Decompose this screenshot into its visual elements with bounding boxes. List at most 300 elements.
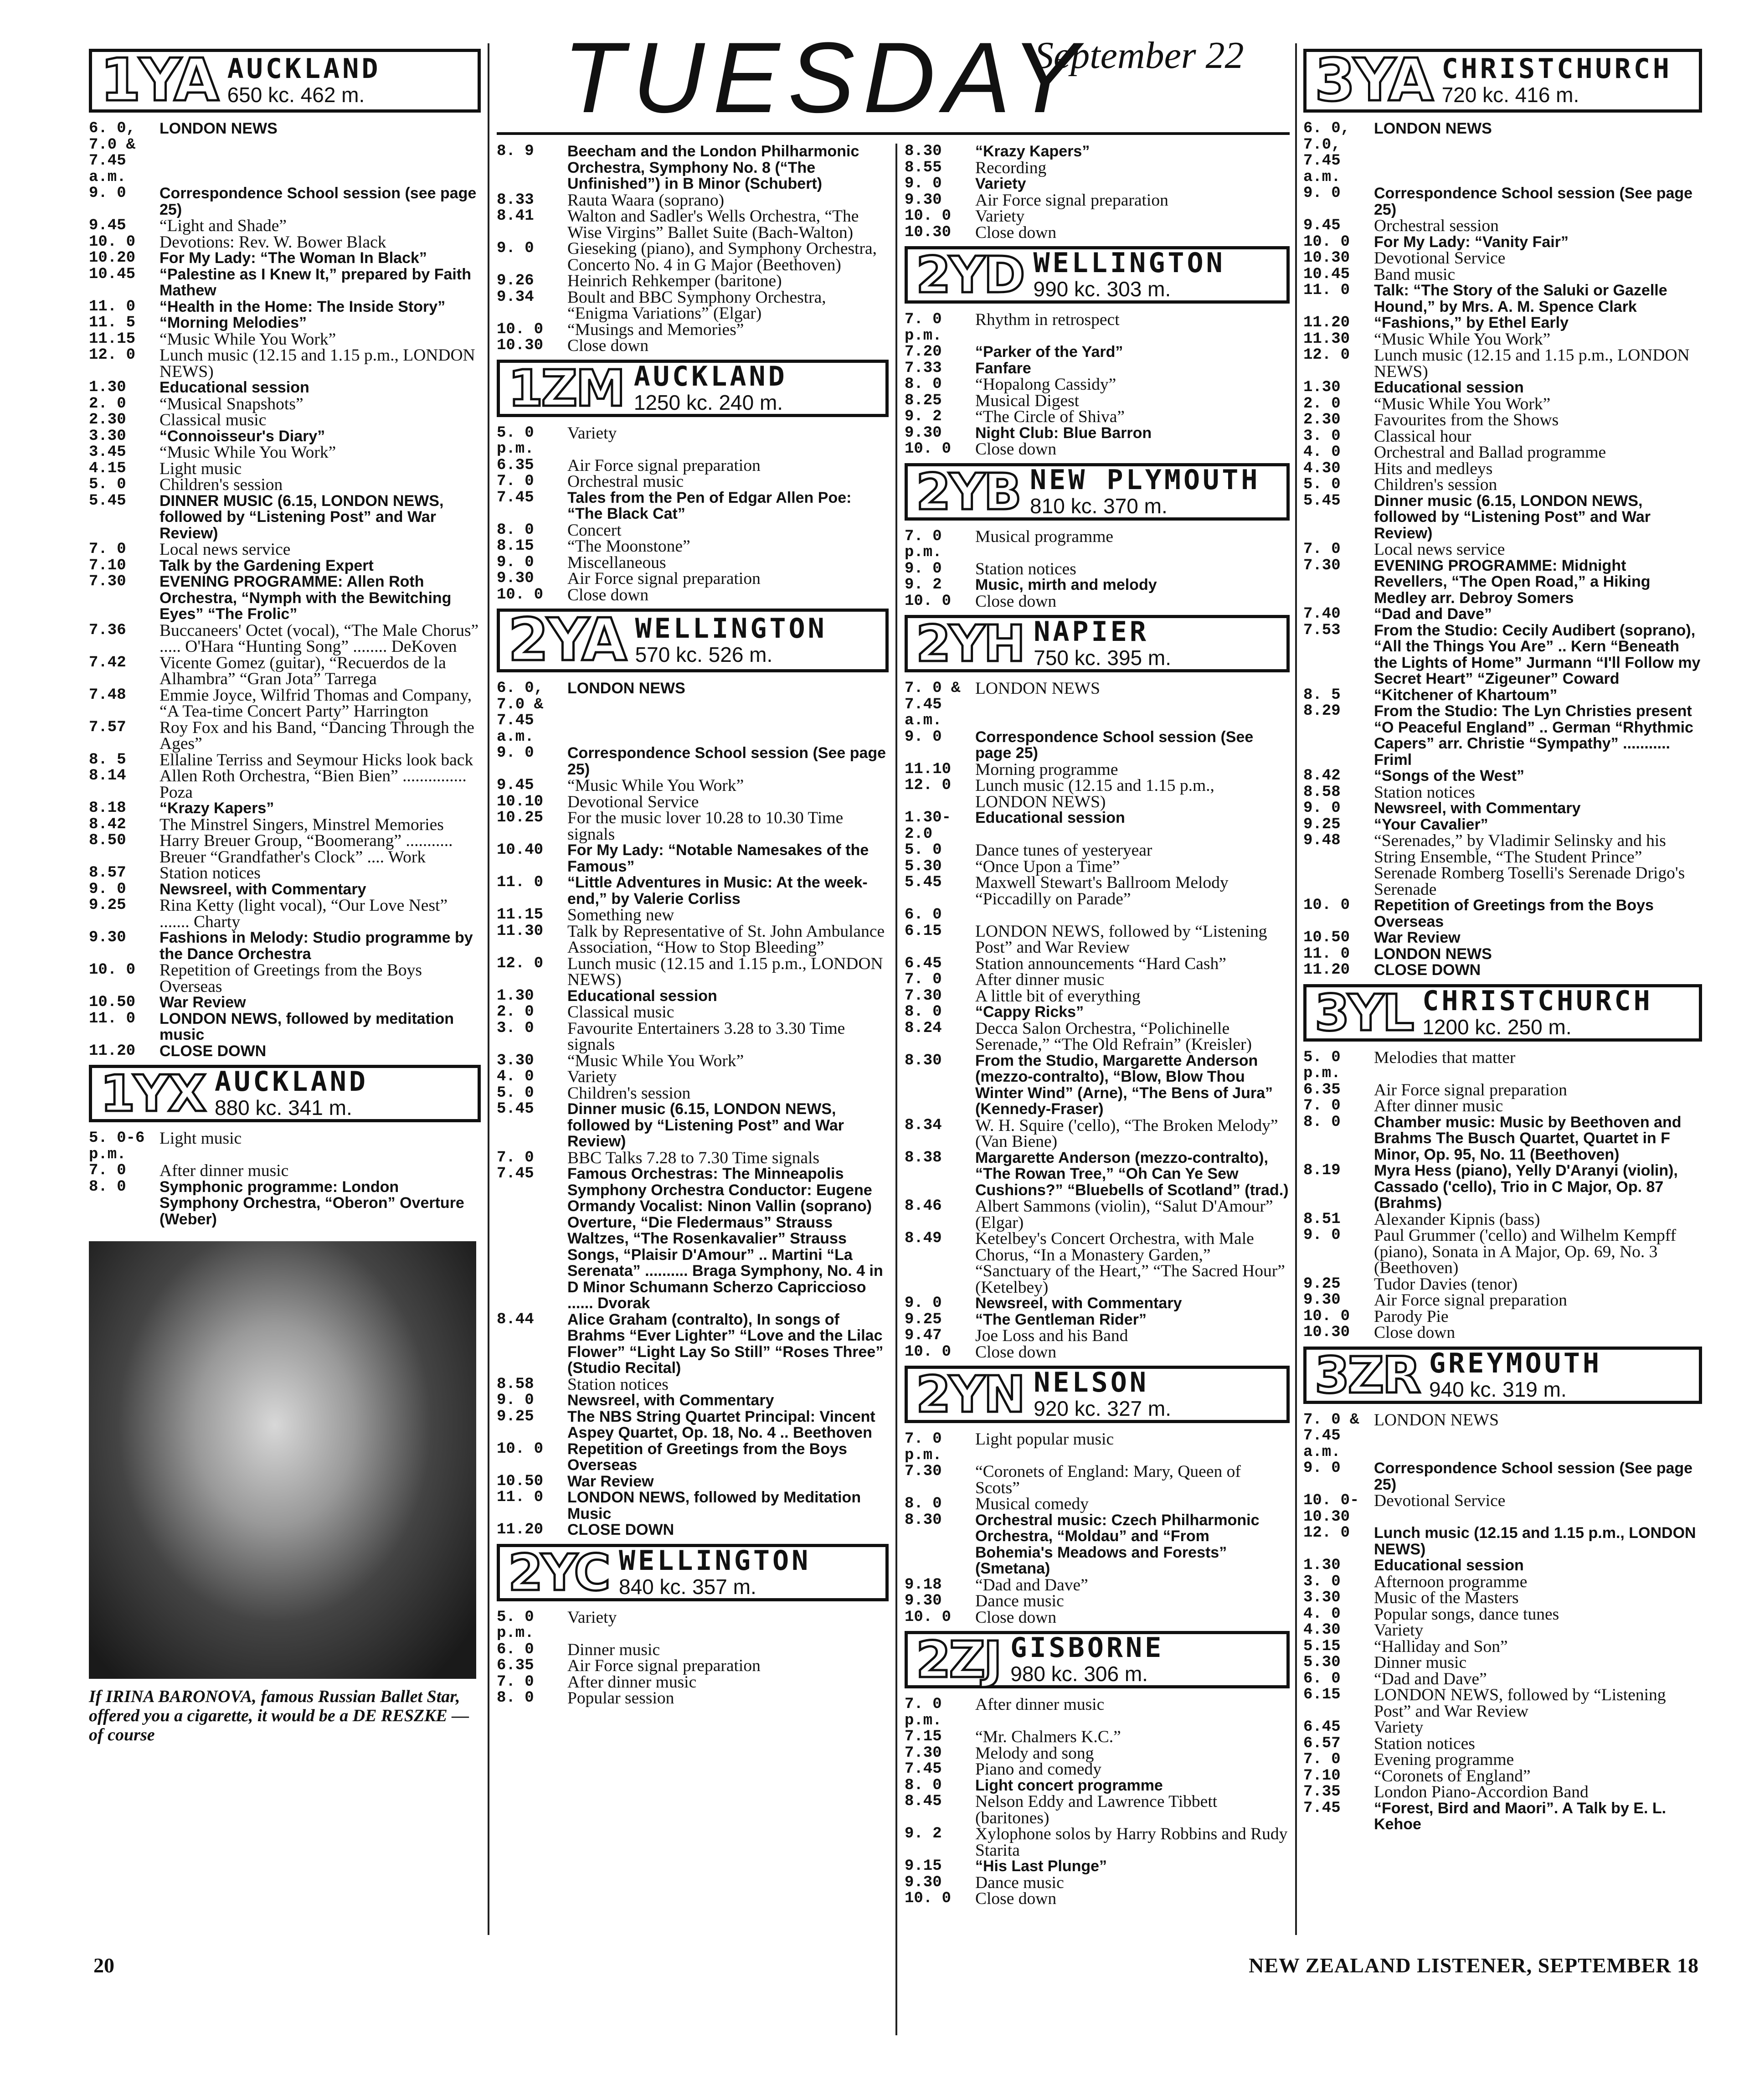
program-entry xyxy=(89,396,481,413)
station-logo: 3YA xyxy=(1315,46,1432,114)
program-description: For the music lover 10.28 to 10.30 Time signals xyxy=(567,809,844,844)
program-time: 2. 0 xyxy=(89,395,126,413)
program-description: Talk by the Gardening Expert xyxy=(159,557,374,574)
program-description: “Music While You Work” xyxy=(159,330,336,349)
program-list xyxy=(497,681,889,1538)
program-entry xyxy=(89,299,481,315)
program-entry xyxy=(905,425,1290,442)
program-description: LONDON NEWS xyxy=(975,679,1100,698)
program-entry xyxy=(905,1858,1290,1875)
program-description: Talk: “The Story of the Saluki or Gazelle Hound,” by Mrs. A. M. Spence Clark xyxy=(1374,282,1667,315)
program-time: 10. 0 xyxy=(905,1343,952,1361)
program-description: Educational session xyxy=(159,379,309,396)
program-entry xyxy=(89,655,481,687)
program-time: 9.25 xyxy=(1303,815,1341,833)
program-description: “Coronets of England” xyxy=(1374,1766,1531,1785)
program-entry xyxy=(497,144,889,192)
program-description: After dinner music xyxy=(567,1672,697,1692)
program-time: 8.30 xyxy=(905,1052,942,1069)
program-description: LONDON NEWS, followed by meditation music xyxy=(159,1010,454,1043)
station-logo: 1YX xyxy=(100,1064,205,1123)
program-entry xyxy=(497,538,889,555)
program-time: 11. 0 xyxy=(497,874,544,891)
program-time: 9. 0 xyxy=(1303,185,1341,202)
program-description: Ketelbey's Concert Orchestra, with Male Chorus, “In a Monastery Garden,” “Sanctuary of the Heart,” “The Sacred Hour” (Ketelbey) xyxy=(975,1229,1285,1297)
program-time: 6.45 xyxy=(905,955,942,972)
program-time: 9. 0 xyxy=(1303,1460,1341,1477)
program-entry xyxy=(905,972,1290,988)
program-entry xyxy=(905,1697,1290,1729)
program-entry xyxy=(89,865,481,882)
program-time: 5. 0 xyxy=(89,476,126,493)
program-list xyxy=(905,144,1290,241)
program-time: 9. 0 xyxy=(497,1392,534,1409)
program-time: 2.30 xyxy=(1303,411,1341,428)
program-time: 7.48 xyxy=(89,686,126,704)
program-time: 1.30 xyxy=(1303,1557,1341,1574)
column-2 xyxy=(497,144,889,1707)
program-description: Concert xyxy=(567,521,622,540)
program-time: 8. 9 xyxy=(497,143,534,160)
program-entry xyxy=(1303,428,1702,445)
program-entry xyxy=(89,186,481,218)
program-time: 3. 0 xyxy=(497,1019,534,1037)
program-time: 11. 5 xyxy=(89,314,136,331)
program-description: Dance music xyxy=(975,1873,1064,1892)
program-description: LONDON NEWS xyxy=(1374,1410,1499,1429)
program-entry xyxy=(905,1794,1290,1826)
program-description: Xylophone solos by Harry Robbins and Rudy Starita xyxy=(975,1825,1288,1860)
program-entry xyxy=(1303,380,1702,396)
program-description: Albert Sammons (violin), “Salut D'Amour” (Elgar) xyxy=(975,1197,1273,1232)
program-entry xyxy=(89,315,481,331)
program-entry xyxy=(1303,1114,1702,1163)
program-entry xyxy=(1303,477,1702,493)
program-description: Boult and BBC Symphony Orchestra, “Enigma Variations” (Elgar) xyxy=(567,288,826,323)
station-header-2zj xyxy=(905,1631,1290,1688)
station-frequency: 750 kc. 395 m. xyxy=(1034,646,1171,670)
program-entry xyxy=(1303,347,1702,380)
program-entry xyxy=(1303,623,1702,687)
program-entry xyxy=(497,425,889,458)
program-time: 10. 0 xyxy=(1303,233,1350,251)
program-entry xyxy=(1303,412,1702,428)
program-entry xyxy=(497,474,889,490)
program-description: “Mr. Chalmers K.C.” xyxy=(975,1728,1121,1746)
program-time: 7.42 xyxy=(89,654,126,671)
program-description: CLOSE DOWN xyxy=(567,1521,674,1538)
program-time: 8.58 xyxy=(497,1375,534,1393)
program-entry xyxy=(497,1393,889,1409)
program-entry xyxy=(905,1891,1290,1907)
program-description: Tudor Davies (tenor) xyxy=(1374,1274,1518,1294)
program-description: “Halliday and Son” xyxy=(1374,1637,1508,1656)
program-time: 6.35 xyxy=(1303,1081,1341,1099)
station-frequency: 940 kc. 319 m. xyxy=(1429,1377,1567,1401)
program-time: 1.30-2.0 xyxy=(905,809,952,843)
program-list xyxy=(497,144,889,354)
program-entry xyxy=(89,752,481,769)
program-time: 6.15 xyxy=(905,922,942,940)
program-time: 7.45 xyxy=(497,489,534,506)
program-entry xyxy=(1303,315,1702,331)
program-time: 8. 0 xyxy=(905,1003,942,1021)
program-entry xyxy=(905,1610,1290,1626)
program-description: Educational session xyxy=(975,809,1125,826)
program-entry xyxy=(89,412,481,428)
program-entry xyxy=(1303,1752,1702,1768)
program-time: 3.30 xyxy=(1303,1589,1341,1606)
station-frequency: 990 kc. 303 m. xyxy=(1033,277,1171,301)
station-logo: 3YL xyxy=(1315,983,1413,1042)
program-entry xyxy=(905,344,1290,361)
program-description: Melody and song xyxy=(975,1744,1094,1763)
program-entry xyxy=(497,490,889,522)
program-time: 8.42 xyxy=(1303,767,1341,784)
program-entry xyxy=(497,1474,889,1490)
program-description: Dinner music (6.15, LONDON NEWS, followed by “Listening Post” and War Review) xyxy=(567,1100,844,1150)
page-date: September 22 xyxy=(1034,34,1244,77)
program-time: 5. 0 p.m. xyxy=(1303,1048,1341,1082)
program-entry xyxy=(497,1150,889,1166)
program-time: 7. 0 & 7.45 a.m. xyxy=(1303,1411,1359,1461)
program-entry xyxy=(1303,930,1702,946)
program-description: Educational session xyxy=(1374,1557,1524,1574)
program-entry xyxy=(1303,898,1702,930)
program-time: 8. 0 xyxy=(1303,1113,1341,1131)
program-time: 7. 0 xyxy=(1303,1097,1341,1114)
program-entry xyxy=(1303,1622,1702,1639)
program-entry xyxy=(497,338,889,354)
program-time: 8.25 xyxy=(905,392,942,409)
program-entry xyxy=(905,1295,1290,1312)
program-entry xyxy=(89,477,481,493)
program-entry xyxy=(1303,1655,1702,1671)
program-time: 8.42 xyxy=(89,815,126,833)
program-entry xyxy=(1303,331,1702,348)
program-description: Close down xyxy=(975,1889,1057,1908)
program-description: “Your Cavalier” xyxy=(1374,815,1488,833)
program-entry xyxy=(89,800,481,817)
program-entry xyxy=(497,1312,889,1377)
program-time: 11.20 xyxy=(1303,314,1350,331)
station-logo: 2YA xyxy=(508,606,625,674)
program-description: Harry Breuer Group, “Boomerang” ........... Breuer “Grandfather's Clock” .... Work xyxy=(159,831,453,867)
program-entry xyxy=(1303,1525,1702,1558)
program-entry xyxy=(497,1690,889,1707)
program-time: 10. 0 xyxy=(497,1440,544,1458)
station-city: CHRISTCHURCH xyxy=(1441,53,1672,85)
program-description: Variety xyxy=(1374,1621,1424,1640)
program-entry xyxy=(905,1431,1290,1464)
program-description: Rauta Waara (soprano) xyxy=(567,191,725,210)
program-time: 7.30 xyxy=(905,1744,942,1762)
program-description: Newsreel, with Commentary xyxy=(159,880,366,898)
station-header-2yn xyxy=(905,1366,1290,1423)
program-time: 10.40 xyxy=(497,841,544,859)
program-time: 5. 0 p.m. xyxy=(497,424,534,458)
station-city: CHRISTCHURCH xyxy=(1422,985,1653,1017)
program-time: 10. 0 xyxy=(89,233,136,251)
program-time: 7.30 xyxy=(1303,557,1341,574)
program-entry xyxy=(905,208,1290,225)
program-description: “Kitchener of Khartoum” xyxy=(1374,686,1558,704)
program-description: LONDON NEWS xyxy=(1374,120,1492,137)
program-time: 4. 0 xyxy=(1303,1605,1341,1623)
program-time: 7.35 xyxy=(1303,1783,1341,1801)
program-entry xyxy=(1303,186,1702,218)
program-description: Light popular music xyxy=(975,1430,1114,1449)
program-description: “Palestine as I Knew It,” prepared by Faith Mathew xyxy=(159,265,471,299)
program-description: Musical comedy xyxy=(975,1495,1089,1513)
program-description: DINNER MUSIC (6.15, LONDON NEWS, followed by “Listening Post” and War Review) xyxy=(159,492,444,542)
program-entry xyxy=(905,810,1290,842)
station-header-1yx xyxy=(89,1065,481,1122)
program-entry xyxy=(89,234,481,251)
program-description: Lunch music (12.15 and 1.15 p.m., LONDON NEWS) xyxy=(159,346,475,381)
program-time: 10. 0 xyxy=(905,207,952,225)
program-entry xyxy=(497,289,889,322)
program-entry xyxy=(905,1593,1290,1610)
program-time: 9.30 xyxy=(905,1592,942,1610)
program-time: 8.34 xyxy=(905,1116,942,1134)
program-description: Variety xyxy=(1374,1718,1424,1737)
program-description: Nelson Eddy and Lawrence Tibbett (baritones) xyxy=(975,1792,1218,1827)
station-frequency: 570 kc. 526 m. xyxy=(635,643,773,667)
program-time: 7. 0 xyxy=(89,1162,126,1179)
program-time: 12. 0 xyxy=(497,955,544,972)
program-list xyxy=(89,1130,481,1228)
program-entry xyxy=(1303,1736,1702,1752)
publication-footer: NEW ZEALAND LISTENER, SEPTEMBER 18 xyxy=(1249,1954,1699,1977)
station-logo: 2ZJ xyxy=(916,1630,1001,1689)
program-description: Hits and medleys xyxy=(1374,459,1493,478)
program-description: Paul Grummer ('cello) and Wilhelm Kempff (piano), Sonata in A Major, Op. 69, No. 3 (Beethoven) xyxy=(1374,1226,1677,1277)
program-time: 9. 0 xyxy=(497,240,534,257)
program-entry xyxy=(89,898,481,930)
program-time: 9.30 xyxy=(905,1873,942,1891)
program-time: 10.50 xyxy=(89,994,136,1011)
program-time: 8. 0 xyxy=(905,1776,942,1794)
program-time: 11.30 xyxy=(1303,330,1350,348)
program-entry xyxy=(1303,1558,1702,1574)
program-description: Variety xyxy=(975,207,1025,226)
program-time: 3.45 xyxy=(89,444,126,461)
program-description: “Coronets of England: Mary, Queen of Scots” xyxy=(975,1462,1241,1497)
program-entry xyxy=(89,493,481,542)
program-entry xyxy=(89,121,481,186)
program-description: “Krazy Kapers” xyxy=(975,143,1090,160)
program-description: Popular session xyxy=(567,1689,674,1708)
program-description: “Krazy Kapers” xyxy=(159,800,274,817)
program-description: Rina Ketty (light vocal), “Our Love Nest” ....... Charty xyxy=(159,896,448,931)
program-time: 9. 2 xyxy=(905,576,942,593)
program-entry xyxy=(497,875,889,907)
program-time: 5.45 xyxy=(905,874,942,891)
program-description: Variety xyxy=(567,1068,617,1086)
program-time: 8.50 xyxy=(89,832,126,849)
program-entry xyxy=(89,1179,481,1228)
program-entry xyxy=(497,1674,889,1691)
program-description: Myra Hess (piano), Yelly D'Aranyi (violin), Cassado ('cello), Trio in C Major, Op. 87 (Brahms) xyxy=(1374,1162,1678,1212)
program-description: “The Moonstone” xyxy=(567,537,690,556)
program-description: Lunch music (12.15 and 1.15 p.m., LONDON NEWS) xyxy=(1374,346,1690,381)
program-entry xyxy=(905,561,1290,578)
program-entry xyxy=(1303,461,1702,477)
program-entry xyxy=(1303,542,1702,558)
program-time: 9. 0 xyxy=(905,1295,942,1312)
program-description: “Parker of the Yard” xyxy=(975,343,1123,361)
program-time: 10.50 xyxy=(1303,929,1350,946)
program-entry xyxy=(497,1377,889,1393)
program-description: LONDON NEWS, followed by “Listening Post” and War Review xyxy=(1374,1686,1666,1721)
station-header-2yh xyxy=(905,615,1290,672)
program-entry xyxy=(89,444,481,461)
program-description: Orchestral music xyxy=(567,472,684,491)
program-description: Station notices xyxy=(567,1375,669,1394)
program-time: 8.15 xyxy=(497,537,534,555)
program-description: Roy Fox and his Band, “Dancing Through the Ages” xyxy=(159,718,474,753)
program-entry xyxy=(1303,1784,1702,1801)
program-time: 7.57 xyxy=(89,718,126,736)
program-time: 7.40 xyxy=(1303,605,1341,623)
program-time: 6.45 xyxy=(1303,1718,1341,1736)
program-description: Tales from the Pen of Edgar Allen Poe: “The Black Cat” xyxy=(567,489,852,522)
program-description: “Serenades,” by Vladimir Selinsky and his String Ensemble, “The Student Prince” Serenade Romberg Toselli's Serenade Drigo's Serenade xyxy=(1374,831,1685,899)
program-time: 7.45 xyxy=(905,1760,942,1778)
station-city: GREYMOUTH xyxy=(1429,1347,1602,1379)
program-time: 9.47 xyxy=(905,1327,942,1344)
program-description: LONDON NEWS xyxy=(1374,945,1492,963)
program-description: “Musings and Memories” xyxy=(567,320,744,339)
program-time: 8. 5 xyxy=(1303,686,1341,704)
program-time: 10. 0 xyxy=(497,320,544,338)
program-time: 6. 0, 7.0, 7.45 a.m. xyxy=(1303,120,1350,186)
program-time: 10. 0 xyxy=(905,1890,952,1907)
program-description: Buccaneers' Octet (vocal), “The Male Chorus” ..... O'Hara “Hunting Song” ........ DeKoven xyxy=(159,621,479,656)
program-entry xyxy=(1303,493,1702,542)
program-entry xyxy=(1303,800,1702,817)
program-description: “Little Adventures in Music: At the week-end,” by Valerie Corliss xyxy=(567,874,868,908)
program-time: 1.30 xyxy=(497,987,534,1005)
program-description: After dinner music xyxy=(1374,1097,1503,1115)
station-header-2ya xyxy=(497,606,889,674)
program-description: After dinner music xyxy=(159,1161,289,1180)
program-time: 4.30 xyxy=(1303,1621,1341,1639)
program-time: 11. 0 xyxy=(1303,945,1350,963)
program-time: 7.45 xyxy=(1303,1799,1341,1817)
program-time: 10. 0 xyxy=(89,961,136,979)
program-time: 9.25 xyxy=(905,1311,942,1328)
program-description: Musical Digest xyxy=(975,391,1080,410)
program-entry xyxy=(89,574,481,623)
program-description: “The Circle of Shiva” xyxy=(975,408,1125,426)
program-description: CLOSE DOWN xyxy=(1374,961,1481,979)
program-time: 10.45 xyxy=(89,265,136,283)
program-description: Children's session xyxy=(1374,475,1497,494)
program-time: 9. 0 xyxy=(905,560,942,578)
program-time: 11. 0 xyxy=(1303,282,1350,299)
program-description: Close down xyxy=(567,585,649,604)
program-time: 8. 0 xyxy=(497,521,534,539)
program-description: Emmie Joyce, Wilfrid Thomas and Company, “A Tea-time Concert Party” Harrington xyxy=(159,686,472,721)
program-entry xyxy=(1303,267,1702,283)
program-list xyxy=(1303,1050,1702,1341)
program-description: Orchestral music: Czech Philharmonic Orchestra, “Moldau” and “From Bohemia's Meadows and Forests” (Smetana) xyxy=(975,1511,1260,1577)
program-time: 5.30 xyxy=(905,857,942,875)
program-entry xyxy=(905,312,1290,344)
program-description: Devotional Service xyxy=(567,792,699,811)
program-entry xyxy=(905,1053,1290,1118)
program-time: 5. 0-6 p.m. xyxy=(89,1130,145,1163)
program-description: W. H. Squire ('cello), “The Broken Melody” (Van Biene) xyxy=(975,1116,1278,1151)
program-description: After dinner music xyxy=(975,1695,1105,1714)
program-entry xyxy=(1303,1309,1702,1325)
program-time: 7. 0 p.m. xyxy=(905,1430,942,1464)
program-entry xyxy=(905,361,1290,377)
program-description: Air Force signal preparation xyxy=(1374,1080,1567,1099)
program-entry xyxy=(905,1021,1290,1053)
program-time: 8.41 xyxy=(497,207,534,225)
program-time: 5.45 xyxy=(497,1100,534,1118)
station-frequency: 980 kc. 306 m. xyxy=(1010,1662,1148,1686)
program-description: London Piano-Accordion Band xyxy=(1374,1783,1589,1801)
program-description: Margarette Anderson (mezzo-contralto), “The Rowan Tree,” “Oh Can Ye Sew Cushions?” “Bluebells of Scotland” (trad.) xyxy=(975,1149,1289,1199)
program-description: The Minstrel Singers, Minstrel Memories xyxy=(159,815,444,834)
program-entry xyxy=(89,542,481,558)
program-entry xyxy=(905,1312,1290,1328)
program-entry xyxy=(1303,1801,1702,1833)
program-time: 9.18 xyxy=(905,1576,942,1594)
station-header-1zm xyxy=(497,360,889,417)
program-entry xyxy=(1303,1325,1702,1341)
program-time: 11.30 xyxy=(497,922,544,940)
program-description: Joe Loss and his Band xyxy=(975,1326,1128,1345)
program-time: 10. 0 xyxy=(1303,897,1350,914)
station-city: WELLINGTON xyxy=(635,613,827,645)
program-list xyxy=(905,529,1290,610)
program-entry xyxy=(905,988,1290,1005)
program-time: 9.25 xyxy=(497,1408,534,1425)
program-entry xyxy=(905,409,1290,425)
station-frequency: 880 kc. 341 m. xyxy=(215,1096,352,1120)
program-time: 8.30 xyxy=(905,1511,942,1529)
program-entry xyxy=(1303,1719,1702,1736)
program-description: Night Club: Blue Barron xyxy=(975,424,1152,442)
program-entry xyxy=(497,522,889,539)
program-description: Favourite Entertainers 3.28 to 3.30 Time signals xyxy=(567,1019,845,1054)
program-time: 5. 0 p.m. xyxy=(497,1608,534,1642)
program-time: 9.30 xyxy=(89,929,126,946)
program-time: 7. 0 xyxy=(497,473,534,490)
program-entry xyxy=(497,1004,889,1021)
program-entry xyxy=(1303,703,1702,768)
program-description: Something new xyxy=(567,906,674,924)
program-description: Air Force signal preparation xyxy=(567,569,761,588)
station-frequency: 650 kc. 462 m. xyxy=(227,83,365,107)
program-entry xyxy=(905,924,1290,956)
program-time: 11.10 xyxy=(905,760,952,778)
program-time: 10. 0 xyxy=(905,1608,952,1626)
program-entry xyxy=(1303,833,1702,898)
station-city: GISBORNE xyxy=(1010,1632,1164,1664)
program-description: “Dad and Dave” xyxy=(975,1575,1088,1594)
program-description: Devotional Service xyxy=(1374,1491,1506,1510)
program-description: Air Force signal preparation xyxy=(567,456,761,475)
program-time: 8.29 xyxy=(1303,702,1341,720)
program-time: 9.34 xyxy=(497,288,534,306)
program-description: Alexander Kipnis (bass) xyxy=(1374,1210,1540,1229)
